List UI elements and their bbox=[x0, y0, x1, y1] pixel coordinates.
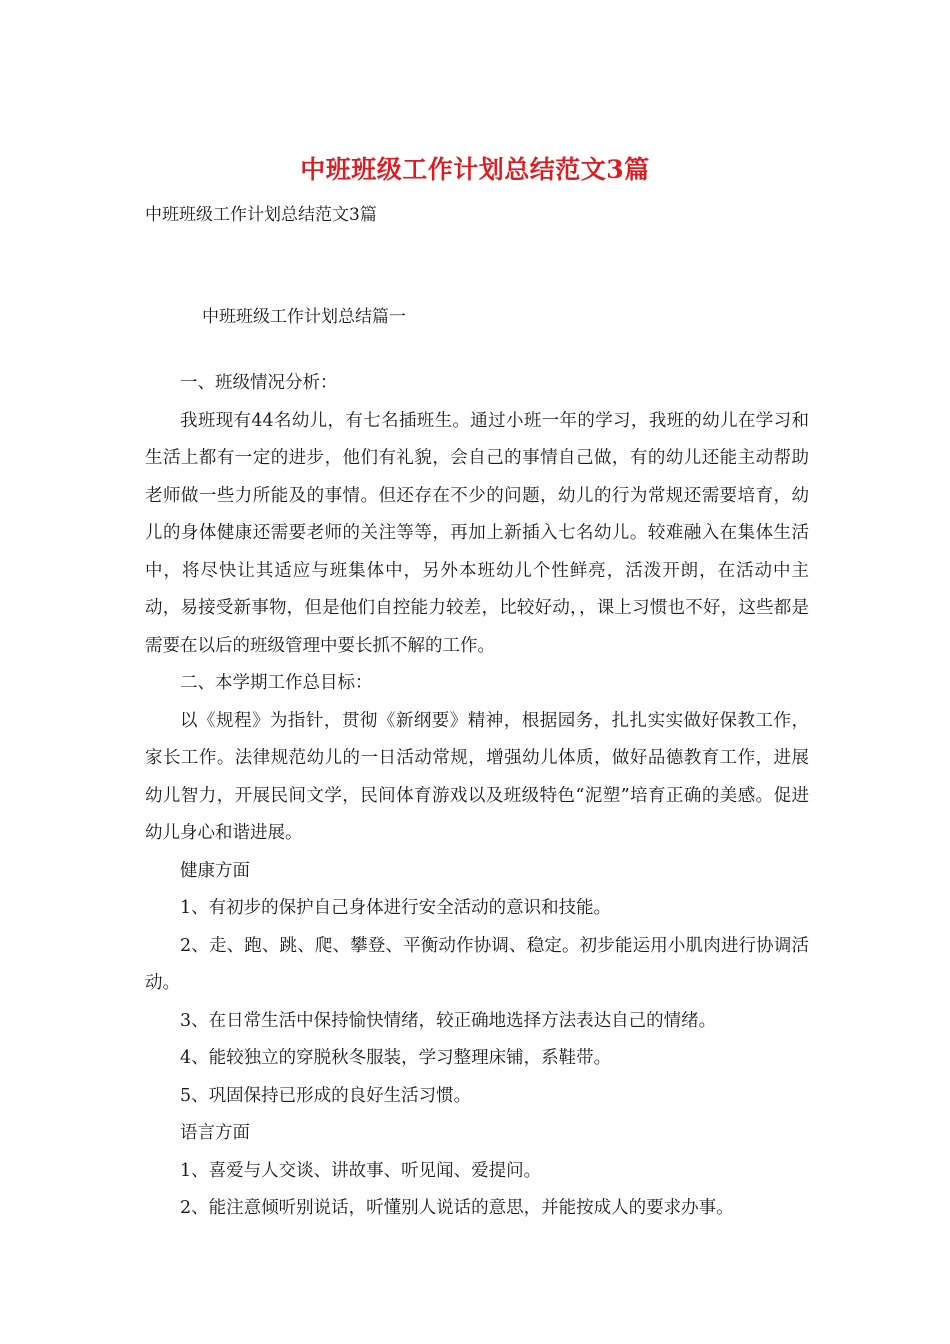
health-item-4: 4、能较独立的穿脱秋冬服装，学习整理床铺，系鞋带。 bbox=[180, 1048, 612, 1068]
health-item-5: 5、巩固保持已形成的良好生活习惯。 bbox=[180, 1085, 472, 1106]
document-title: 中班班级工作计划总结范文3篇 bbox=[300, 155, 650, 184]
heading-class-analysis: 一、班级情况分析： bbox=[180, 373, 338, 393]
heading-semester-goals: 二、本学期工作总目标： bbox=[180, 673, 373, 693]
document-subtitle: 中班班级工作计划总结范文3篇 bbox=[145, 205, 377, 225]
heading-language: 语言方面 bbox=[180, 1123, 250, 1143]
language-item-2: 2、能注意倾听别说话，听懂别人说话的意思，并能按成人的要求办事。 bbox=[180, 1198, 734, 1218]
health-item-3: 3、在日常生活中保持愉快情绪，较正确地选择方法表达自己的情绪。 bbox=[180, 1010, 717, 1031]
health-item-1: 1、有初步的保护自己身体进行安全活动的意识和技能。 bbox=[180, 898, 612, 918]
heading-health: 健康方面 bbox=[180, 860, 250, 881]
paragraph-class-analysis: 我班现有44名幼儿，有七名插班生。通过小班一年的学习，我班的幼儿在学习和生活上都有一定的进步，他们有礼貌，会自己的事情自己做，有的幼儿还能主动帮助老师做一些力所能及的事情。但还存在不少的问题，幼儿的行为常规还需要培育，幼儿的身体健康还需要老师的关注等等，再加上新插入七名幼儿。较难融入在集体生活中，将尽快让其适应与班集体中，另外本班幼儿个性鲜亮，活泼开朗，在活动中主动，易接受新事物，但是他们自控能力较差，比较好动，，课上习惯也不好，这些都是需要在以后的班级管理中要长抓不解的工作。 bbox=[145, 410, 809, 656]
language-item-1: 1、喜爱与人交谈、讲故事、听见闻、爱提问。 bbox=[180, 1160, 542, 1181]
section-title: 中班班级工作计划总结篇一 bbox=[202, 307, 406, 327]
paragraph-semester-goals: 以《规程》为指针，贯彻《新纲要》精神，根据园务，扎扎实实做好保教工作，家长工作。法律规范幼儿的一日活动常规，增强幼儿体质，做好品德教育工作，进展幼儿智力，开展民间文学，民间体育游戏以及班级特色“泥塑”培育正确的美感。促进幼儿身心和谐进展。 bbox=[145, 710, 809, 843]
document-body bbox=[145, 365, 809, 1228]
health-item-2: 2、走、跑、跳、爬、攀登、平衡动作协调、稳定。初步能运用小肌肉进行协调活动。 bbox=[145, 935, 809, 993]
